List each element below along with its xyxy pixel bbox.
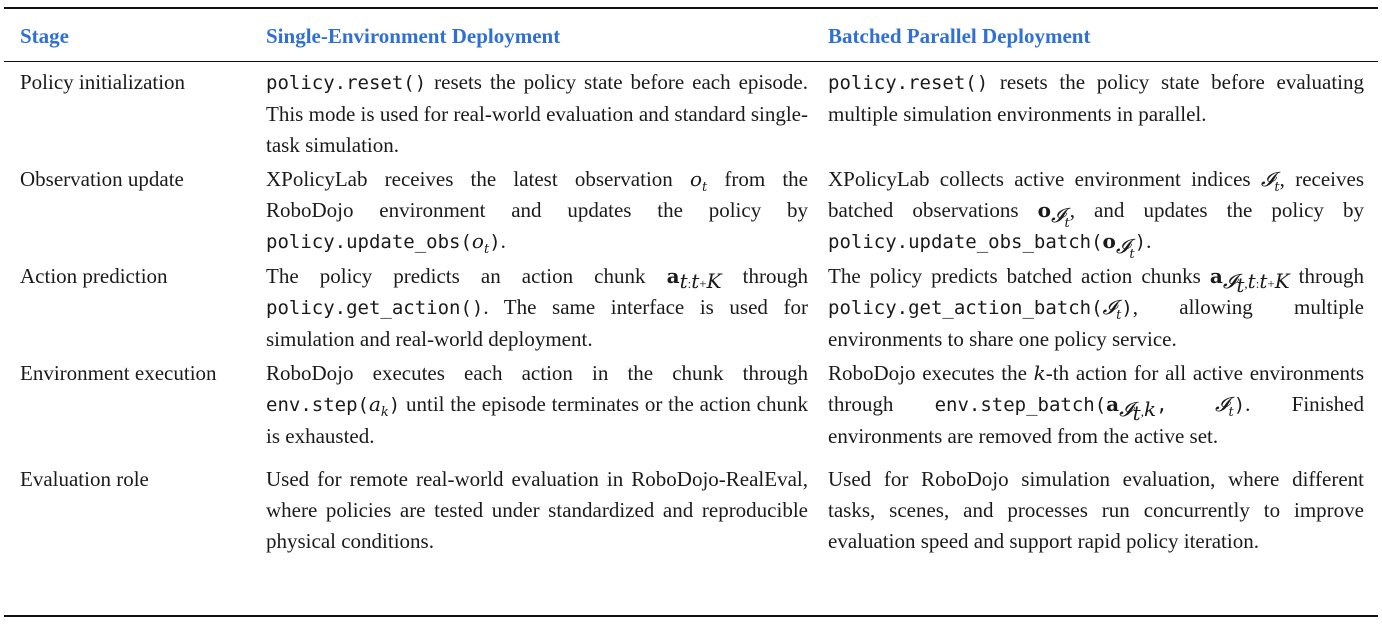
code-snippet: policy.reset() xyxy=(266,72,427,94)
code-snippet: policy.reset() xyxy=(828,72,989,94)
deployment-comparison-table xyxy=(20,14,1364,557)
table-row xyxy=(20,355,1364,452)
single-cell: RoboDojo executes each action in the chunk through $env.step(a_k)$ until the episode terminates or the action chunk is exhausted. xyxy=(266,361,808,448)
bottom-rule xyxy=(4,615,1378,617)
table-row xyxy=(20,61,1364,161)
batched-cell: policy.reset() resets the policy state before evaluating multiple simulation environments in parallel. xyxy=(828,70,1364,126)
batched-cell: Used for RoboDojo simulation evaluation, where different tasks, scenes, and processes run concurrently to improve evaluation speed and support rapid policy iteration. xyxy=(828,467,1364,553)
code-snippet: env.step( xyxy=(266,394,369,416)
single-cell: Used for remote real-world evaluation in RoboDojo-RealEval, where policies are tested under standardized and reproducible physical conditions. xyxy=(266,467,808,553)
table-row xyxy=(20,161,1364,258)
header-single-environment: Single-Environment Deployment xyxy=(266,23,561,48)
single-cell: XPolicyLab receives the latest observation $o_t$ from the RoboDojo environment and updates the policy by $policy.update\_obs(o_t)$. xyxy=(266,167,809,257)
stage-cell: Policy initialization xyxy=(20,70,186,94)
code-snippet: policy.update_obs( xyxy=(266,231,472,253)
header-row xyxy=(20,14,1364,61)
single-cell: policy.reset() resets the policy state before each episode. This mode is used for real-world evaluation and standard single-task simulation. xyxy=(266,70,808,157)
batched-cell: XPolicyLab collects active environment indices 𝓘$_t$, receives batched observations $o_{𝓘_t}$, and updates the policy by $policy.update\_obs\_batch(o_{𝓘_t})$. xyxy=(828,167,1364,263)
code-snippet: policy.get_action() xyxy=(266,297,484,319)
stage-cell: Evaluation role xyxy=(20,467,149,491)
single-cell: The policy predicts an action chunk $a_{t:t+K}$ through policy.get_action(). The same interface is used for simulation and real-world deployment. xyxy=(266,264,808,351)
code-snippet: env.step_batch( xyxy=(934,394,1107,416)
table-row xyxy=(20,452,1364,557)
stage-cell: Action prediction xyxy=(20,264,168,288)
code-snippet: policy.update_obs_batch( xyxy=(828,231,1103,253)
stage-cell: Environment execution xyxy=(20,361,217,385)
top-rule xyxy=(4,7,1378,9)
stage-cell: Observation update xyxy=(20,167,184,191)
batched-cell: RoboDojo executes the k-th action for all active environments through $env.step\_batch(a_{𝓘_t,k}$, 𝓘$_t$). Finished environments are removed from the active set. xyxy=(828,361,1364,448)
header-stage: Stage xyxy=(20,23,69,48)
batched-cell: The policy predicts batched action chunks $a_{𝓘_t,t:t+K}$ through policy.get_action_batch(𝓘$_t$), allowing multiple environments to share one policy service. xyxy=(828,264,1365,351)
code-snippet: policy.get_action_batch( xyxy=(828,297,1103,319)
header-batched-parallel: Batched Parallel Deployment xyxy=(828,23,1091,48)
table-row xyxy=(20,258,1364,355)
